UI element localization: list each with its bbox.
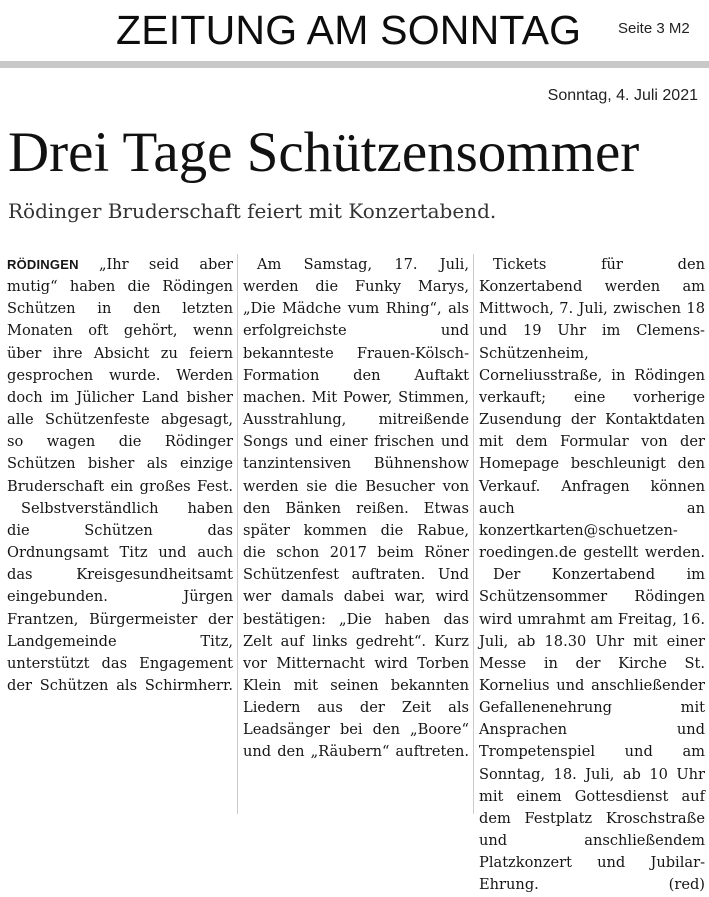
page-number: Seite 3 M2: [618, 20, 690, 37]
article-paragraph-1: [7, 254, 233, 498]
article-paragraph-3: Am Samstag, 17. Juli, werden die Funky Marys, „Die Mädche vum Rhing“, als erfolgreichste und bekannteste Frauen-Kölsch-Formation den Auftakt machen. Mit Power, Stimmen, Ausstrahlung, mitreißende Songs und einer frischen und tanzintensiven Bühnenshow werden sie die Besucher von den Bänken reißen. Etwas später kommen die Rabue, die schon 2017 beim Röner Schützenfest auftraten. Und wer damals dabei war, wird bestätigen: „Die haben das Zelt auf links gedreht“. Kurz vor Mitternacht wird Torben Klein mit seinen bekannten Liedern aus der Zeit als Leadsänger bei den „Boore“ und den „Räubern“ auftreten.: [243, 256, 469, 761]
article-column-1: [7, 254, 233, 697]
column-divider: [473, 254, 474, 814]
article-paragraph-5: [479, 564, 705, 896]
masthead: [0, 0, 709, 60]
author-initials: (red): [668, 876, 705, 894]
article-headline: Drei Tage Schützensommer: [8, 121, 640, 184]
paragraph-text: „Ihr seid aber mutig“ haben die Rödingen Schützen in den letzten Monaten oft gehört, wenn über ihre Absicht zu feiern gesprochen wurde. Werden doch im Jülicher Land bisher alle Schützenfeste abgesagt, so wagen die Rödinger Schützen bisher als einzige Bruderschaft ein großes Fest.: [7, 256, 233, 495]
article-paragraph-4: Tickets für den Konzertabend werden am Mittwoch, 7. Juli, zwischen 18 und 19 Uhr im Clemens-Schützenheim, Corneliusstraße, in Rödingen verkauft; eine vorherige Zusendung der Kontaktdaten mit dem Formular von der Homepage beschleunigt den Verkauf. Anfragen können auch an konzertkarten@schuetzen-roedingen.de gestellt werden.: [479, 256, 705, 562]
article-column-3: [479, 254, 705, 897]
dateline: RÖDINGEN: [7, 257, 79, 272]
article-paragraph-2: Selbstverständlich haben die Schützen das Ordnungsamt Titz und auch das Kreisgesundheitsamt eingebunden. Jürgen Frantzen, Bürgermeister der Landgemeinde Titz, unterstützt das Engagement der Schützen als Schirmherr.: [7, 499, 233, 694]
newspaper-title: ZEITUNG AM SONNTAG: [116, 7, 582, 53]
issue-date: Sonntag, 4. Juli 2021: [547, 87, 698, 104]
column-divider: [237, 254, 238, 814]
paragraph-text: Der Konzertabend im Schützensommer Rödingen wird umrahmt am Freitag, 16. Juli, ab 18.30 Uhr mit einer Messe in der Kirche St. Kornelius und anschließender Gefallenenehrung mit Ansprachen und Trompetenspiel und am Sonntag, 18. Juli, ab 10 Uhr mit einem Gottesdienst auf dem Festplatz Kroschstraße und anschließendem Platzkonzert und Jubilar-Ehrung.: [479, 566, 705, 894]
article-column-2: [243, 254, 469, 764]
masthead-rule: [0, 61, 709, 68]
article-subheadline: Rödinger Bruderschaft feiert mit Konzertabend.: [8, 199, 497, 223]
